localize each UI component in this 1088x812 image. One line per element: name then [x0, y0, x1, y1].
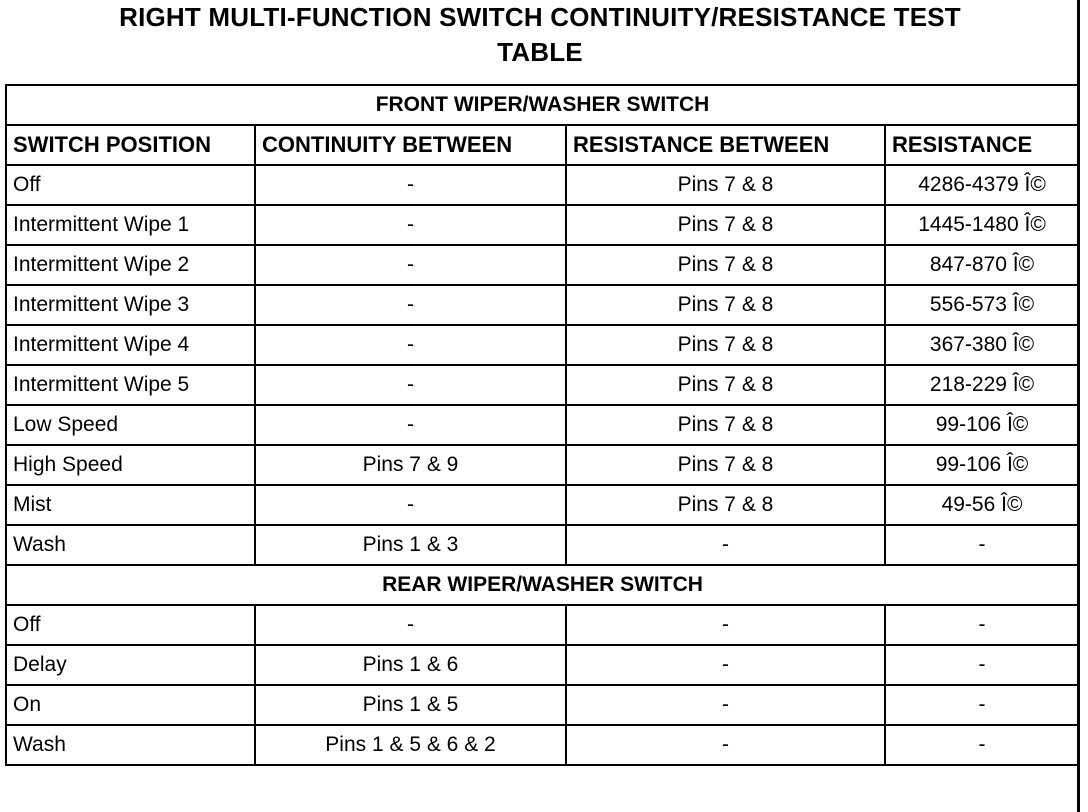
- title-line-1: RIGHT MULTI-FUNCTION SWITCH CONTINUITY/RESISTANCE TEST: [119, 2, 961, 32]
- cell-resistance: 847-870 Î©: [885, 245, 1079, 285]
- cell-switch-position: Mist: [6, 485, 255, 525]
- title-line-2: TABLE: [497, 37, 583, 67]
- cell-continuity-between: Pins 1 & 5: [255, 685, 566, 725]
- cell-switch-position: Wash: [6, 725, 255, 765]
- section-row-front: [6, 85, 1079, 125]
- cell-switch-position: High Speed: [6, 445, 255, 485]
- column-header-resistance: RESISTANCE: [885, 125, 1079, 165]
- cell-continuity-between: Pins 7 & 9: [255, 445, 566, 485]
- continuity-resistance-table: [5, 84, 1080, 766]
- table-row: [6, 325, 1079, 365]
- cell-resistance-between: Pins 7 & 8: [566, 405, 885, 445]
- header-row: [6, 125, 1079, 165]
- cell-continuity-between: -: [255, 605, 566, 645]
- cell-continuity-between: -: [255, 365, 566, 405]
- cell-resistance: 1445-1480 Î©: [885, 205, 1079, 245]
- cell-switch-position: Intermittent Wipe 4: [6, 325, 255, 365]
- table-row: [6, 485, 1079, 525]
- section-title-front: FRONT WIPER/WASHER SWITCH: [6, 85, 1079, 125]
- cell-resistance-between: -: [566, 645, 885, 685]
- cell-resistance-between: Pins 7 & 8: [566, 205, 885, 245]
- cell-resistance: -: [885, 605, 1079, 645]
- cell-resistance-between: -: [566, 525, 885, 565]
- cell-continuity-between: -: [255, 245, 566, 285]
- cell-switch-position: Intermittent Wipe 1: [6, 205, 255, 245]
- cell-switch-position: Wash: [6, 525, 255, 565]
- cell-resistance: 218-229 Î©: [885, 365, 1079, 405]
- cell-continuity-between: -: [255, 485, 566, 525]
- column-header-resistance-between: RESISTANCE BETWEEN: [566, 125, 885, 165]
- table-row: [6, 245, 1079, 285]
- cell-switch-position: Off: [6, 605, 255, 645]
- cell-resistance-between: Pins 7 & 8: [566, 445, 885, 485]
- table-row: [6, 525, 1079, 565]
- cell-resistance: 49-56 Î©: [885, 485, 1079, 525]
- column-header-switch-position: SWITCH POSITION: [6, 125, 255, 165]
- cell-resistance-between: Pins 7 & 8: [566, 325, 885, 365]
- cell-continuity-between: Pins 1 & 5 & 6 & 2: [255, 725, 566, 765]
- section-row-rear: [6, 565, 1079, 605]
- cell-switch-position: Intermittent Wipe 5: [6, 365, 255, 405]
- cell-switch-position: Low Speed: [6, 405, 255, 445]
- table-row: [6, 685, 1079, 725]
- table-row: [6, 405, 1079, 445]
- column-header-continuity-between: CONTINUITY BETWEEN: [255, 125, 566, 165]
- cell-resistance: -: [885, 525, 1079, 565]
- cell-switch-position: Intermittent Wipe 2: [6, 245, 255, 285]
- cell-resistance-between: -: [566, 725, 885, 765]
- table-row: [6, 645, 1079, 685]
- cell-resistance: 367-380 Î©: [885, 325, 1079, 365]
- table-row: [6, 365, 1079, 405]
- cell-resistance-between: Pins 7 & 8: [566, 365, 885, 405]
- cell-resistance: -: [885, 645, 1079, 685]
- cell-resistance-between: Pins 7 & 8: [566, 165, 885, 205]
- cell-continuity-between: -: [255, 205, 566, 245]
- table-row: [6, 605, 1079, 645]
- cell-continuity-between: Pins 1 & 6: [255, 645, 566, 685]
- cell-resistance-between: -: [566, 605, 885, 645]
- cell-resistance: 99-106 Î©: [885, 405, 1079, 445]
- page-title: [0, 0, 1080, 70]
- table-row: [6, 205, 1079, 245]
- cell-continuity-between: Pins 1 & 3: [255, 525, 566, 565]
- cell-switch-position: On: [6, 685, 255, 725]
- cell-resistance: 556-573 Î©: [885, 285, 1079, 325]
- cell-resistance-between: Pins 7 & 8: [566, 245, 885, 285]
- cell-resistance-between: Pins 7 & 8: [566, 285, 885, 325]
- cell-continuity-between: -: [255, 165, 566, 205]
- cell-continuity-between: -: [255, 325, 566, 365]
- cell-resistance-between: -: [566, 685, 885, 725]
- cell-switch-position: Delay: [6, 645, 255, 685]
- table-row: [6, 165, 1079, 205]
- cell-resistance: -: [885, 685, 1079, 725]
- section-title-rear: REAR WIPER/WASHER SWITCH: [6, 565, 1079, 605]
- table-row: [6, 725, 1079, 765]
- cell-resistance-between: Pins 7 & 8: [566, 485, 885, 525]
- cell-switch-position: Intermittent Wipe 3: [6, 285, 255, 325]
- cell-continuity-between: -: [255, 405, 566, 445]
- cell-resistance: 4286-4379 Î©: [885, 165, 1079, 205]
- table-row: [6, 285, 1079, 325]
- cell-resistance: -: [885, 725, 1079, 765]
- cell-switch-position: Off: [6, 165, 255, 205]
- cell-continuity-between: -: [255, 285, 566, 325]
- cell-resistance: 99-106 Î©: [885, 445, 1079, 485]
- table-row: [6, 445, 1079, 485]
